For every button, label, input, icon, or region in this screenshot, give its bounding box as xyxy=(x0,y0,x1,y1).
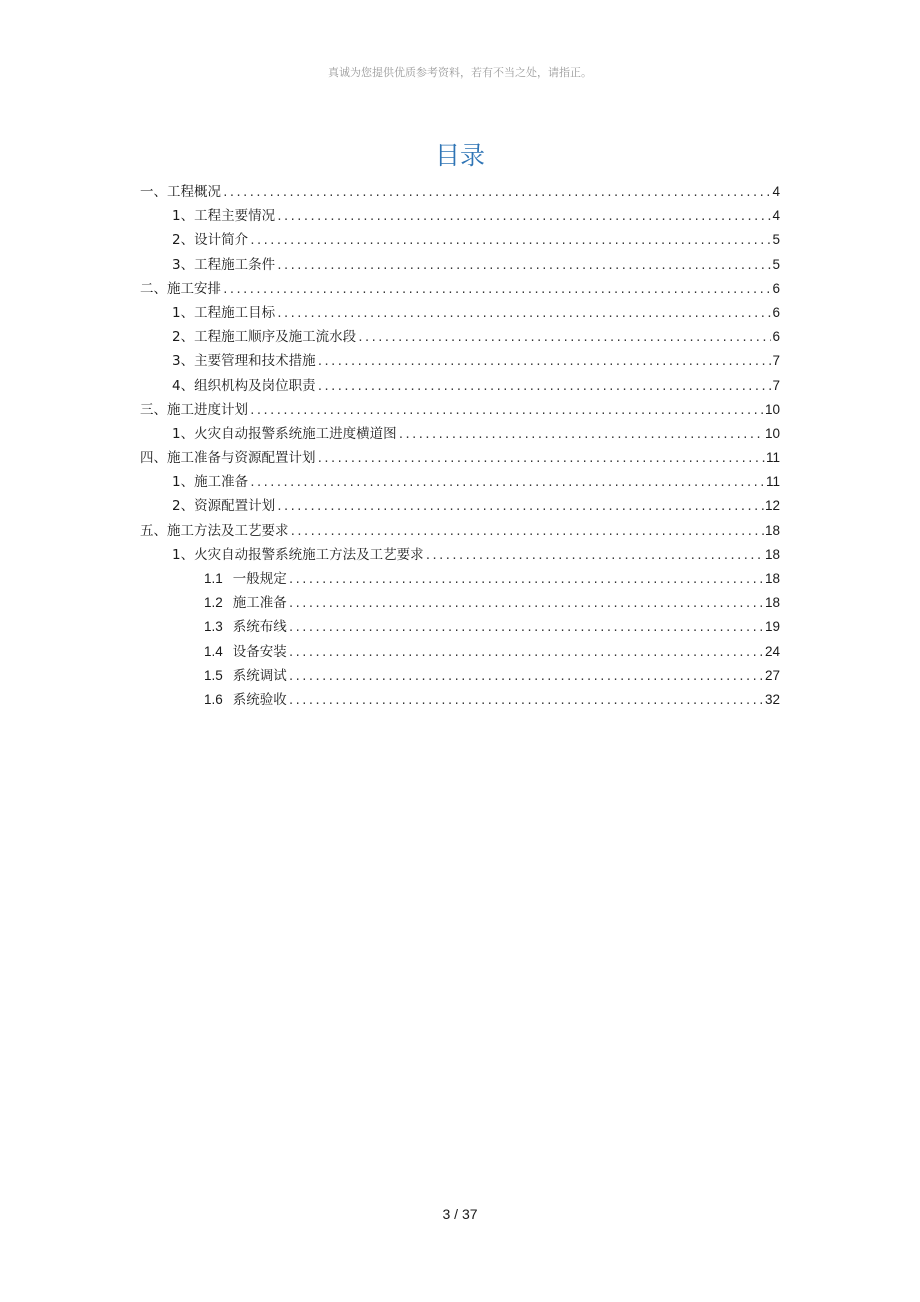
toc-entry[interactable] xyxy=(140,180,780,204)
toc-entry-page: 19 xyxy=(764,619,780,635)
toc-leader-dots xyxy=(249,471,765,495)
toc-entry[interactable] xyxy=(140,615,780,639)
toc-entry[interactable] xyxy=(140,204,780,228)
toc-entry-page: 18 xyxy=(764,571,780,586)
toc-leader-dots xyxy=(317,447,765,471)
toc-entry-text: 系统调试 xyxy=(232,667,287,684)
toc-entry[interactable] xyxy=(140,325,780,349)
toc-entry[interactable] xyxy=(140,567,780,591)
toc-entry-text: 3、工程施工条件 xyxy=(172,256,276,273)
toc-entry-text: 1、火灾自动报警系统施工方法及工艺要求 xyxy=(172,546,424,563)
toc-entry[interactable] xyxy=(140,688,780,712)
toc-entry[interactable] xyxy=(140,446,780,470)
toc-entry-page: 4 xyxy=(772,208,780,224)
toc-entry-text: 五、施工方法及工艺要求 xyxy=(140,522,289,539)
toc-entry-page: 5 xyxy=(772,232,780,248)
toc-entry[interactable] xyxy=(140,470,780,494)
toc-entry-text: 1、工程主要情况 xyxy=(172,208,276,225)
toc-entry-page: 6 xyxy=(772,329,780,345)
toc-entry[interactable] xyxy=(140,543,780,567)
toc-entry-page: 5 xyxy=(772,256,780,272)
toc-leader-dots xyxy=(288,641,764,665)
toc-entry-page: 12 xyxy=(764,498,780,514)
toc-entry-text: 设备安装 xyxy=(232,643,287,660)
toc-entry-text: 四、施工准备与资源配置计划 xyxy=(140,450,316,467)
toc-entry[interactable] xyxy=(140,374,780,398)
toc-leader-dots xyxy=(317,350,772,374)
toc-entry-page: 32 xyxy=(764,691,780,707)
toc-entry-text: 系统验收 xyxy=(232,691,287,708)
toc-entry-page: 11 xyxy=(765,474,780,490)
toc-leader-dots xyxy=(398,423,764,447)
toc-entry-number: 1.2 xyxy=(204,595,223,611)
toc-entry-text: 施工准备 xyxy=(232,595,287,612)
toc-entry[interactable] xyxy=(140,494,780,518)
toc-entry-page: 7 xyxy=(772,377,780,393)
toc-entry-page: 4 xyxy=(772,184,780,199)
toc-leader-dots xyxy=(222,278,771,302)
toc-entry[interactable] xyxy=(140,664,780,688)
toc-entry[interactable] xyxy=(140,277,780,301)
toc-entry[interactable] xyxy=(140,519,780,543)
toc-entry-number: 1.6 xyxy=(204,691,223,707)
table-of-contents xyxy=(140,180,780,712)
toc-entry[interactable] xyxy=(140,398,780,422)
toc-entry-number: 1.3 xyxy=(204,619,223,635)
toc-entry-text: 1、工程施工目标 xyxy=(172,304,276,321)
toc-leader-dots xyxy=(222,181,771,205)
toc-leader-dots xyxy=(288,616,764,640)
toc-leader-dots xyxy=(317,375,772,399)
toc-entry-text: 4、组织机构及岗位职责 xyxy=(172,377,316,394)
toc-leader-dots xyxy=(276,495,764,519)
toc-entry-page: 27 xyxy=(764,667,780,683)
toc-entry-text: 1、施工准备 xyxy=(172,474,249,491)
toc-title: 目录 xyxy=(434,141,485,170)
toc-entry-page: 6 xyxy=(772,280,780,296)
header-note: 真诚为您提供优质参考资料，若有不当之处，请指正。 xyxy=(328,66,592,79)
toc-entry-text: 3、主要管理和技术措施 xyxy=(172,353,316,370)
toc-entry-text: 2、设计简介 xyxy=(172,232,249,249)
toc-entry-text: 1、火灾自动报警系统施工进度横道图 xyxy=(172,425,397,442)
toc-leader-dots xyxy=(288,689,764,713)
toc-entry[interactable] xyxy=(140,422,780,446)
toc-entry-text: 一般规定 xyxy=(232,571,287,587)
toc-entry[interactable] xyxy=(140,228,780,252)
toc-leader-dots xyxy=(276,302,771,326)
toc-leader-dots xyxy=(288,568,764,592)
toc-leader-dots xyxy=(288,592,764,616)
toc-entry-page: 11 xyxy=(765,450,780,466)
toc-entry-page: 6 xyxy=(772,304,780,320)
toc-entry-text: 三、施工进度计划 xyxy=(140,401,248,418)
toc-entry-page: 10 xyxy=(764,425,780,441)
toc-leader-dots xyxy=(276,205,771,229)
toc-leader-dots xyxy=(357,326,771,350)
toc-entry-page: 18 xyxy=(764,595,780,611)
toc-entry-number: 1.4 xyxy=(204,643,223,659)
toc-leader-dots xyxy=(288,665,764,689)
toc-leader-dots xyxy=(425,544,764,568)
page-footer: 3 / 37 xyxy=(442,1206,478,1222)
toc-entry[interactable] xyxy=(140,301,780,325)
toc-entry[interactable] xyxy=(140,349,780,373)
toc-entry-text: 2、资源配置计划 xyxy=(172,498,276,515)
toc-entry-page: 10 xyxy=(764,401,780,417)
toc-entry-text: 2、工程施工顺序及施工流水段 xyxy=(172,329,357,346)
toc-leader-dots xyxy=(249,229,771,253)
toc-leader-dots xyxy=(276,254,771,278)
toc-entry-page: 18 xyxy=(764,546,780,562)
toc-entry-text: 二、施工安排 xyxy=(140,280,221,297)
toc-entry[interactable] xyxy=(140,640,780,664)
toc-entry[interactable] xyxy=(140,253,780,277)
toc-leader-dots xyxy=(249,399,764,423)
toc-entry[interactable] xyxy=(140,591,780,615)
toc-entry-number: 1.5 xyxy=(204,667,223,683)
toc-entry-page: 7 xyxy=(772,353,780,369)
toc-entry-number: 1.1 xyxy=(204,571,223,586)
toc-leader-dots xyxy=(290,520,764,544)
toc-entry-text: 系统布线 xyxy=(232,619,287,636)
toc-entry-page: 24 xyxy=(764,643,780,659)
toc-entry-page: 18 xyxy=(764,522,780,538)
toc-entry-text: 一、工程概况 xyxy=(140,184,221,200)
